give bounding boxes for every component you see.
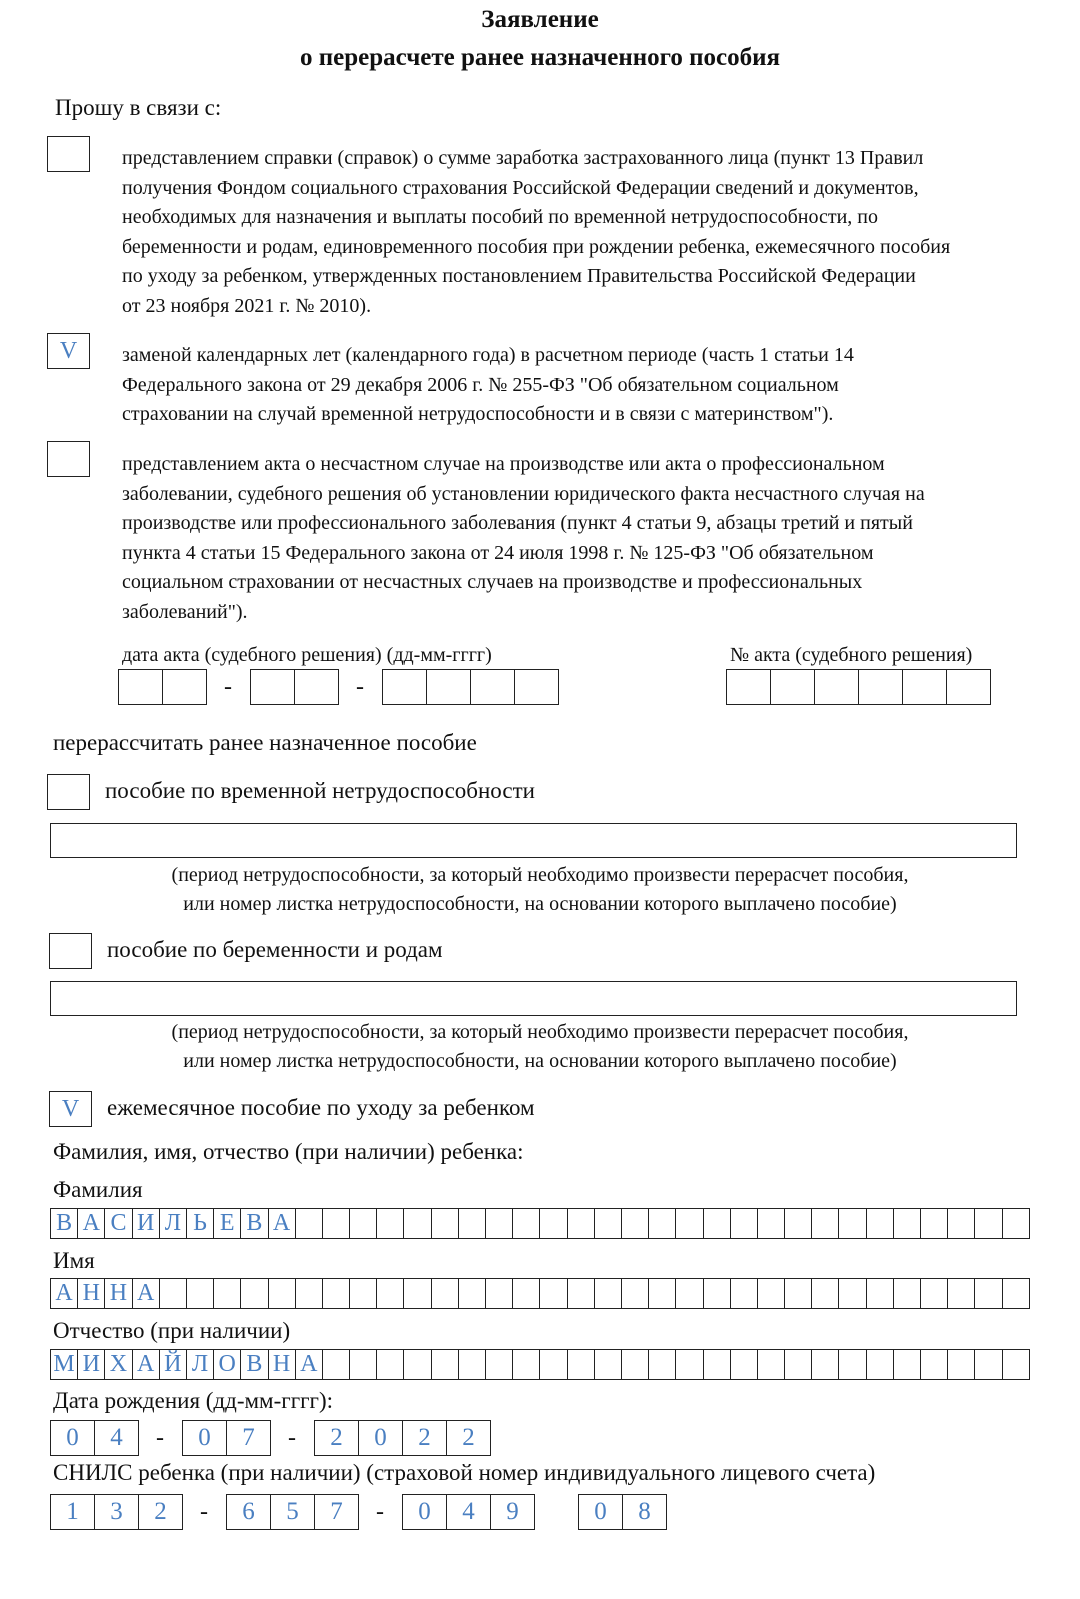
benefit-childcare-label: ежемесячное пособие по уходу за ребенком [107,1095,535,1120]
surname-letter-cell[interactable] [867,1208,894,1239]
snils-dash-2: - [376,1499,384,1525]
name-letter-cell[interactable] [350,1278,377,1309]
reason-3-text [122,450,925,627]
birth-cell[interactable]: 0 [51,1420,95,1456]
reason-3-line: социальном страховании от несчастных случаев на производстве и профессиональных [122,571,863,593]
patronymic-letter-cell[interactable] [513,1349,540,1380]
surname-letter-cell[interactable] [948,1208,975,1239]
snils-cell[interactable]: 0 [579,1494,623,1530]
patronymic-letter-cell[interactable]: Х [105,1349,132,1380]
patronymic-letter-cell[interactable] [1003,1349,1030,1380]
reason-1-line: необходимых для назначения и выплаты пособий по временной нетрудоспособности, по [122,206,878,228]
birth-cell[interactable]: 0 [359,1420,403,1456]
surname-letter-cell[interactable] [404,1208,431,1239]
name-letter-cell[interactable] [323,1278,350,1309]
patronymic-letter-cell[interactable] [404,1349,431,1380]
benefit-temp-hint [0,861,1080,919]
birth-cell[interactable]: 2 [315,1420,359,1456]
surname-letter-cell[interactable]: В [241,1208,268,1239]
act-date-month[interactable] [250,669,339,705]
name-letter-cell[interactable] [595,1278,622,1309]
patronymic-letter-cell[interactable]: М [51,1349,78,1380]
reason-3-line: пункта 4 статьи 15 Федерального закона от 24 июля 1998 г. № 125-ФЗ "Об обязательном [122,541,874,564]
reason-3-line: производстве или профессионального заболевания (пункт 4 статьи 9, абзацы третий и пятый [122,512,913,534]
name-letter-cell[interactable]: А [133,1278,160,1309]
surname-letter-cell[interactable] [350,1208,377,1239]
patronymic-letter-cell[interactable] [758,1349,785,1380]
name-cells[interactable] [50,1278,1030,1309]
patronymic-letter-cell[interactable] [676,1349,703,1380]
act-number-label: № акта (судебного решения) [730,644,973,666]
act-date-cell[interactable] [251,669,295,705]
snils-group-3[interactable] [402,1494,535,1530]
surname-letter-cell[interactable]: Ь [187,1208,214,1239]
surname-letter-cell[interactable] [785,1208,812,1239]
patronymic-letter-cell[interactable] [975,1349,1002,1380]
name-letter-cell[interactable] [513,1278,540,1309]
reason-2-line: заменой календарных лет (календарного года) в расчетном периоде (часть 1 статьи 14 [122,344,854,366]
benefit-maternity-period-field[interactable] [50,981,1017,1016]
benefit-maternity-checkbox[interactable] [49,933,92,969]
name-letter-cell[interactable]: Н [105,1278,132,1309]
patronymic-letter-cell[interactable] [649,1349,676,1380]
surname-letter-cell[interactable]: А [78,1208,105,1239]
name-letter-cell[interactable] [187,1278,214,1309]
snils-cell[interactable]: 5 [271,1494,315,1530]
name-letter-cell[interactable] [839,1278,866,1309]
period-hint-line: (период нетрудоспособности, за который необходимо произвести перерасчет пособия, [171,864,909,886]
surname-letter-cell[interactable] [649,1208,676,1239]
act-number-cell[interactable] [947,669,991,705]
period-hint-line: или номер листка нетрудоспособности, на основании которого выплачено пособие) [183,893,897,915]
birth-cell[interactable]: 2 [403,1420,447,1456]
name-letter-cell[interactable] [785,1278,812,1309]
birth-year[interactable] [314,1420,491,1456]
reason-3-line: заболеваний"). [122,600,248,623]
child-fio-label: Фамилия, имя, отчество (при наличии) ребенка: [53,1139,524,1164]
name-letter-cell[interactable] [758,1278,785,1309]
patronymic-letter-cell[interactable] [785,1349,812,1380]
patronymic-letter-cell[interactable]: А [296,1349,323,1380]
act-number-cell[interactable] [903,669,947,705]
snils-cell[interactable]: 9 [491,1494,535,1530]
patronymic-letter-cell[interactable] [622,1349,649,1380]
surname-letter-cell[interactable] [296,1208,323,1239]
name-letter-cell[interactable]: А [51,1278,78,1309]
surname-letter-cell[interactable] [975,1208,1002,1239]
patronymic-letter-cell[interactable]: О [214,1349,241,1380]
surname-letter-cell[interactable] [595,1208,622,1239]
name-letter-cell[interactable] [160,1278,187,1309]
surname-letter-cell[interactable] [676,1208,703,1239]
reason-1-line: получения Фондом социального страхования Российской Федерации сведений и документов, [122,176,919,199]
act-date-year[interactable] [382,669,559,705]
surname-letter-cell[interactable] [704,1208,731,1239]
snils-cell[interactable]: 2 [139,1494,183,1530]
name-letter-cell[interactable] [921,1278,948,1309]
surname-letter-cell[interactable] [377,1208,404,1239]
benefit-temp-checkbox[interactable] [47,774,90,810]
reason-1-line: представлением справки (справок) о сумме заработка застрахованного лица (пункт 13 Правил [122,147,924,169]
name-letter-cell[interactable] [731,1278,758,1309]
title-line-2: о перерасчете ранее назначенного пособия [299,44,781,71]
act-number-cell[interactable] [771,669,815,705]
patronymic-letter-cell[interactable] [921,1349,948,1380]
patronymic-letter-cell[interactable]: Л [187,1349,214,1380]
patronymic-letter-cell[interactable] [459,1349,486,1380]
benefit-temp-label: пособие по временной нетрудоспособности [105,778,535,803]
act-number-cell[interactable] [815,669,859,705]
name-letter-cell[interactable] [649,1278,676,1309]
surname-label: Фамилия [53,1177,143,1202]
patronymic-letter-cell[interactable] [894,1349,921,1380]
name-letter-cell[interactable] [676,1278,703,1309]
act-date-cell[interactable] [383,669,427,705]
patronymic-letter-cell[interactable] [704,1349,731,1380]
snils-cell[interactable]: 0 [403,1494,447,1530]
patronymic-cells[interactable] [50,1349,1030,1380]
snils-cell[interactable]: 8 [623,1494,667,1530]
patronymic-letter-cell[interactable] [432,1349,459,1380]
reason-3-line: заболевании, судебного решения об установлении юридического факта несчастного случая на [122,482,925,505]
name-letter-cell[interactable] [296,1278,323,1309]
reason-1-text [122,144,950,321]
reason-3-checkbox[interactable] [47,441,90,477]
recalc-intro: перерассчитать ранее назначенное пособие [53,730,477,755]
patronymic-letter-cell[interactable]: Н [269,1349,296,1380]
birth-dash-2: - [288,1425,296,1451]
patronymic-letter-cell[interactable] [377,1349,404,1380]
name-letter-cell[interactable] [894,1278,921,1309]
reason-3-line: представлением акта о несчастном случае на производстве или акта о профессиональном [122,453,885,475]
name-letter-cell[interactable] [377,1278,404,1309]
birth-cell[interactable]: 7 [227,1420,271,1456]
name-letter-cell[interactable] [622,1278,649,1309]
name-letter-cell[interactable] [459,1278,486,1309]
reason-2-checkbox[interactable]: V [47,333,90,369]
surname-letter-cell[interactable]: Л [160,1208,187,1239]
patronymic-letter-cell[interactable] [350,1349,377,1380]
snils-label: СНИЛС ребенка (при наличии) (страховой номер индивидуального лицевого счета) [53,1460,876,1485]
surname-letter-cell[interactable] [568,1208,595,1239]
patronymic-letter-cell[interactable] [568,1349,595,1380]
surname-letter-cell[interactable]: С [105,1208,132,1239]
act-number-cells[interactable] [726,669,991,705]
snils-group-4[interactable] [578,1494,667,1530]
act-date-cell[interactable] [163,669,207,705]
reason-1-line: от 23 ноября 2021 г. № 2010). [122,294,372,317]
birth-cell[interactable]: 4 [95,1420,139,1456]
patronymic-letter-cell[interactable] [731,1349,758,1380]
patronymic-letter-cell[interactable] [867,1349,894,1380]
patronymic-letter-cell[interactable]: И [78,1349,105,1380]
birth-month[interactable] [182,1420,271,1456]
surname-letter-cell[interactable] [540,1208,567,1239]
act-date-dash-1: - [224,674,232,700]
name-letter-cell[interactable] [404,1278,431,1309]
surname-letter-cell[interactable] [513,1208,540,1239]
act-date-cell[interactable] [119,669,163,705]
surname-letter-cell[interactable] [894,1208,921,1239]
snils-cell[interactable]: 7 [315,1494,359,1530]
name-letter-cell[interactable] [812,1278,839,1309]
surname-letter-cell[interactable] [758,1208,785,1239]
reason-2-text [122,341,854,430]
snils-cell[interactable]: 4 [447,1494,491,1530]
act-date-cell[interactable] [471,669,515,705]
surname-letter-cell[interactable]: А [269,1208,296,1239]
birth-dash-1: - [156,1425,164,1451]
patronymic-letter-cell[interactable] [812,1349,839,1380]
surname-letter-cell[interactable] [432,1208,459,1239]
patronymic-letter-cell[interactable] [839,1349,866,1380]
title-line-1: Заявление [481,6,599,33]
surname-letter-cell[interactable] [323,1208,350,1239]
period-hint-line: (период нетрудоспособности, за который необходимо произвести перерасчет пособия, [171,1021,909,1043]
reason-2-line: страховании на случай временной нетрудоспособности и в связи с материнством"). [122,403,834,425]
surname-letter-cell[interactable] [486,1208,513,1239]
surname-letter-cell[interactable] [1003,1208,1030,1239]
surname-letter-cell[interactable] [921,1208,948,1239]
name-letter-cell[interactable] [1003,1278,1030,1309]
patronymic-letter-cell[interactable] [323,1349,350,1380]
patronymic-letter-cell[interactable]: Й [160,1349,187,1380]
period-hint-line: или номер листка нетрудоспособности, на основании которого выплачено пособие) [183,1050,897,1072]
reason-1-line: по уходу за ребенком, утвержденных постановлением Правительства Российской Федерации [122,265,916,287]
act-number-cell[interactable] [859,669,903,705]
surname-cells[interactable] [50,1208,1030,1239]
name-letter-cell[interactable] [432,1278,459,1309]
name-letter-cell[interactable] [568,1278,595,1309]
reason-2-line: Федерального закона от 29 декабря 2006 г. № 255-ФЗ "Об обязательном социальном [122,373,839,396]
act-date-cell[interactable] [515,669,559,705]
name-letter-cell[interactable] [867,1278,894,1309]
name-letter-cell[interactable]: Н [78,1278,105,1309]
benefit-temp-period-field[interactable] [50,823,1017,858]
surname-letter-cell[interactable] [812,1208,839,1239]
birth-label: Дата рождения (дд-мм-гггг): [53,1388,334,1413]
reason-1-line: беременности и родам, единовременного пособия при рождении ребенка, ежемесячного пособия [122,235,951,258]
act-date-cell[interactable] [295,669,339,705]
patronymic-letter-cell[interactable] [948,1349,975,1380]
benefit-childcare-checkbox[interactable]: V [49,1091,92,1127]
act-date-day[interactable] [118,669,207,705]
snils-cell[interactable]: 1 [51,1494,95,1530]
surname-letter-cell[interactable]: И [133,1208,160,1239]
patronymic-letter-cell[interactable] [595,1349,622,1380]
surname-letter-cell[interactable] [731,1208,758,1239]
surname-letter-cell[interactable] [459,1208,486,1239]
snils-group-1[interactable] [50,1494,183,1530]
surname-letter-cell[interactable]: В [51,1208,78,1239]
act-date-label: дата акта (судебного решения) (дд-мм-гггг) [122,644,492,666]
patronymic-letter-cell[interactable] [540,1349,567,1380]
patronymic-letter-cell[interactable] [486,1349,513,1380]
act-number-cell[interactable] [727,669,771,705]
snils-cell[interactable]: 6 [227,1494,271,1530]
name-letter-cell[interactable] [241,1278,268,1309]
reason-1-checkbox[interactable] [47,136,90,172]
request-intro: Прошу в связи с: [55,95,222,120]
surname-letter-cell[interactable] [622,1208,649,1239]
act-date-cell[interactable] [427,669,471,705]
snils-dash-1: - [200,1499,208,1525]
name-letter-cell[interactable] [975,1278,1002,1309]
name-letter-cell[interactable] [486,1278,513,1309]
snils-cell[interactable]: 3 [95,1494,139,1530]
surname-letter-cell[interactable]: Е [214,1208,241,1239]
act-date-dash-2: - [356,674,364,700]
birth-day[interactable] [50,1420,139,1456]
patronymic-letter-cell[interactable]: А [133,1349,160,1380]
name-letter-cell[interactable] [540,1278,567,1309]
name-label: Имя [53,1248,95,1273]
name-letter-cell[interactable] [948,1278,975,1309]
name-letter-cell[interactable] [269,1278,296,1309]
name-letter-cell[interactable] [704,1278,731,1309]
benefit-maternity-label: пособие по беременности и родам [107,937,443,962]
patronymic-label: Отчество (при наличии) [53,1318,291,1343]
birth-cell[interactable]: 0 [183,1420,227,1456]
snils-group-2[interactable] [226,1494,359,1530]
benefit-maternity-hint [0,1018,1080,1076]
birth-cell[interactable]: 2 [447,1420,491,1456]
patronymic-letter-cell[interactable]: В [241,1349,268,1380]
surname-letter-cell[interactable] [839,1208,866,1239]
name-letter-cell[interactable] [214,1278,241,1309]
